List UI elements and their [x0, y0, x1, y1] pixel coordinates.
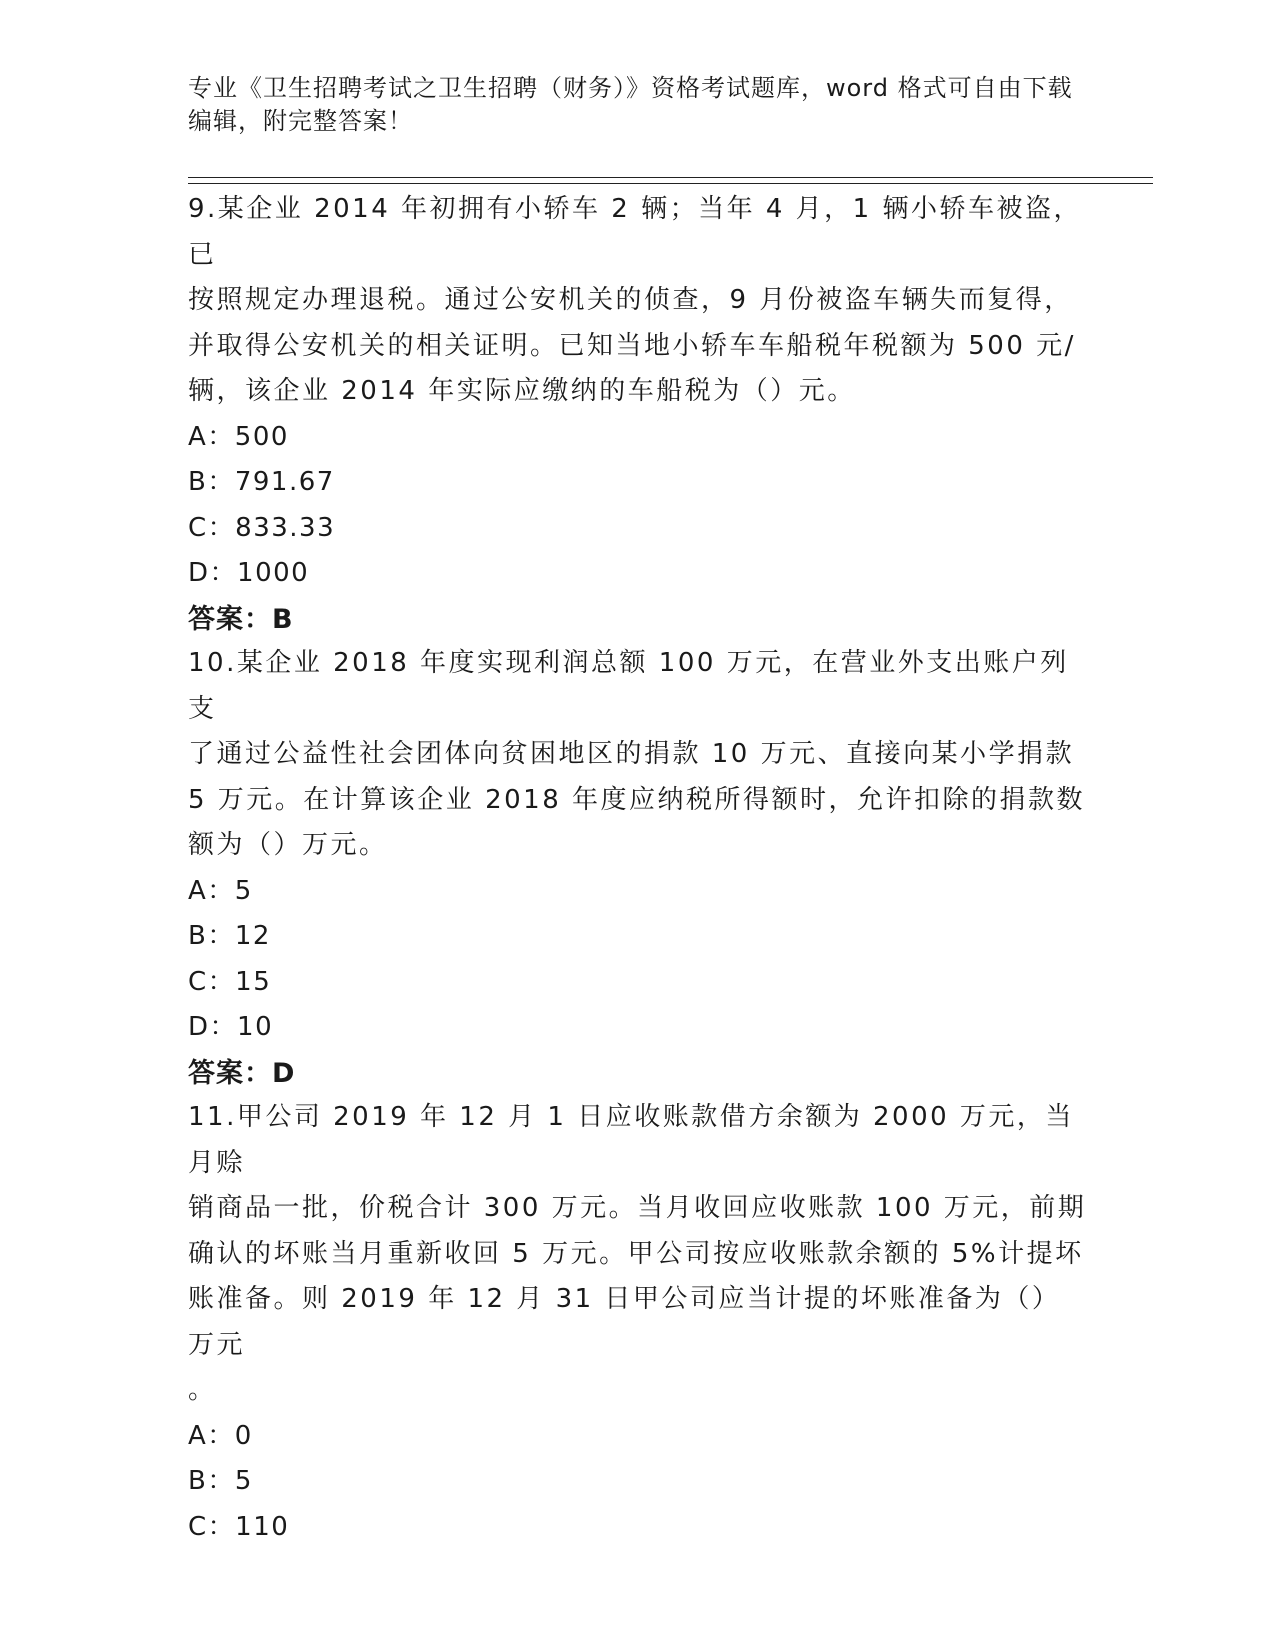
option-b: B：791.67 — [188, 467, 335, 497]
header-divider-bottom — [188, 183, 1153, 184]
question-stem — [188, 187, 1088, 415]
stem-line: 额为（）万元。 — [188, 830, 388, 860]
question-9 — [188, 187, 1088, 642]
question-11 — [188, 1095, 1088, 1550]
header-line-1: 专业《卫生招聘考试之卫生招聘（财务）》资格考试题库，word 格式可自由下载 — [188, 74, 1073, 102]
question-stem — [188, 1095, 1088, 1414]
stem-line: 5 万元。在计算该企业 2018 年度应纳税所得额时，允许扣除的捐款数 — [188, 784, 1086, 815]
option-d: D：1000 — [188, 558, 310, 588]
option-b: B：12 — [188, 921, 271, 951]
stem-line: 了通过公益性社会团体向贫困地区的捐款 10 万元、直接向某小学捐款 — [188, 739, 1075, 769]
stem-line: 账准备。则 2019 年 12 月 31 日甲公司应当计提的坏账准备为（）万元 — [188, 1284, 1061, 1360]
option-b: B：5 — [188, 1466, 253, 1496]
document-header — [188, 72, 1088, 138]
stem-line: 销商品一批，价税合计 300 万元。当月收回应收账款 100 万元，前期 — [188, 1193, 1087, 1223]
stem-line: 辆，该企业 2014 年实际应缴纳的车船税为（）元。 — [188, 376, 856, 406]
option-d: D：10 — [188, 1012, 274, 1042]
stem-line: 11.甲公司 2019 年 12 月 1 日应收账款借方余额为 2000 万元，当月赊 — [188, 1102, 1074, 1178]
header-line-2: 编辑，附完整答案！ — [188, 107, 413, 135]
option-c: C：833.33 — [188, 512, 336, 543]
stem-line: 9.某企业 2014 年初拥有小轿车 2 辆；当年 4 月，1 辆小轿车被盗，已 — [188, 194, 1082, 270]
option-c: C：110 — [188, 1511, 290, 1542]
option-a: A：500 — [188, 421, 289, 452]
stem-line: 10.某企业 2018 年度实现利润总额 100 万元，在营业外支出账户列支 — [188, 648, 1069, 724]
answer-line: 答案：D — [188, 1057, 296, 1089]
question-10 — [188, 641, 1088, 1096]
option-a: A：0 — [188, 1420, 253, 1451]
stem-line: 并取得公安机关的相关证明。已知当地小轿车车船税年税额为 500 元/ — [188, 330, 1076, 361]
answer-line: 答案：B — [188, 603, 294, 635]
stem-line: 。 — [188, 1375, 217, 1405]
option-a: A：5 — [188, 875, 253, 906]
question-stem — [188, 641, 1088, 869]
stem-line: 按照规定办理退税。通过公安机关的侦查，9 月份被盗车辆失而复得， — [188, 285, 1073, 315]
header-divider-top — [188, 177, 1153, 178]
option-c: C：15 — [188, 966, 272, 997]
stem-line: 确认的坏账当月重新收回 5 万元。甲公司按应收账款余额的 5%计提坏 — [188, 1238, 1084, 1269]
